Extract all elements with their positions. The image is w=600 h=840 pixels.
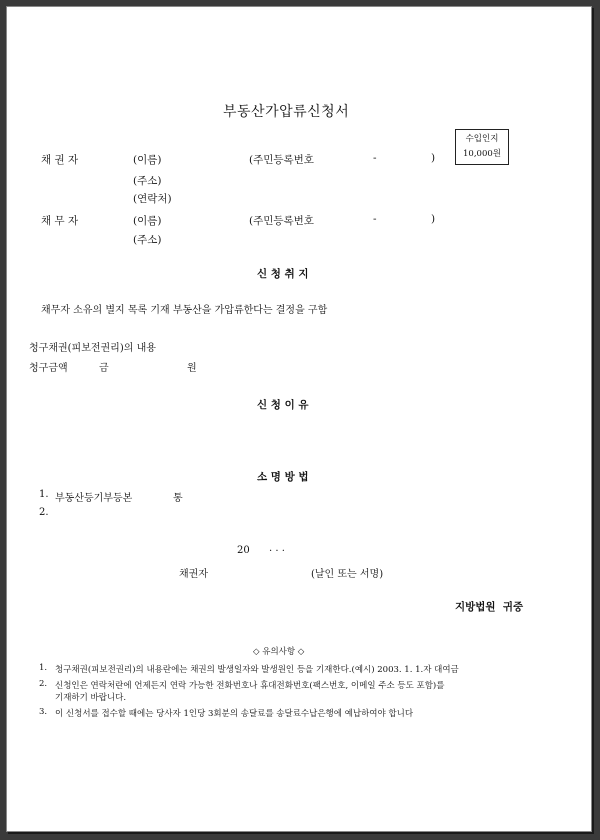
date-separators: . . . [269,543,285,554]
creditor-address-field: (주소) [133,175,162,187]
note-1-text: 청구채권(피보전권리)의 내용란에는 채권의 발생일자와 발생원인 등을 기재한다.(예시) 2003. 1. 1.자 대여금 [55,665,459,675]
note-1-number: 1. [39,663,48,673]
debtor-address-field: (주소) [133,234,162,246]
debtor-regno-field: (주민등록번호 [249,215,314,227]
purpose-text: 채무자 소유의 별지 목록 기재 부동산을 가압류한다는 결정을 구함 [41,305,328,316]
stamp-amount: 10,000원 [463,149,501,159]
claim-amount-prefix: 금 [99,363,109,374]
debtor-regno-close: ) [431,213,436,225]
debtor-regno-dash: - [373,213,377,225]
evidence-item-1-text: 부동산등기부등본 [55,493,133,504]
reason-heading: 신 청 이 유 [257,399,309,411]
notes-heading: ◇ 유의사항 ◇ [253,647,305,657]
evidence-item-1-number: 1. [39,489,49,500]
document-page [6,6,592,832]
creditor-regno-field: (주민등록번호 [249,154,314,166]
claim-content-label: 청구채권(피보전권리)의 내용 [29,343,156,354]
creditor-regno-close: ) [431,152,436,164]
note-3-text: 이 신청서를 접수할 때에는 당사자 1인당 3회분의 송달료를 송달료수납은행에 예납하여야 합니다 [55,709,414,719]
creditor-contact-field: (연락처) [133,193,172,205]
evidence-heading: 소 명 방 법 [257,471,309,483]
court-recipient: 지방법원 귀중 [455,601,524,613]
note-2-text-continued: 기재하기 바랍니다. [55,693,127,703]
stamp-label: 수입인지 [465,134,499,144]
claim-currency: 원 [187,363,197,374]
note-3-number: 3. [39,707,48,717]
note-2-text: 신청인은 연락처란에 언제든지 연락 가능한 전화번호나 휴대전화번호(팩스번호, 이메일 주소 등도 포함)를 [55,681,445,691]
signature-label: 채권자 [179,569,208,580]
creditor-name-field: (이름) [133,154,162,166]
signature-note: (날인 또는 서명) [311,569,384,580]
date-year: 20 [237,545,250,556]
note-2-number: 2. [39,679,48,689]
evidence-item-2-number: 2. [39,507,49,518]
debtor-label: 채 무 자 [41,215,79,227]
creditor-label: 채 권 자 [41,154,79,166]
revenue-stamp-box [455,129,509,165]
creditor-regno-dash: - [373,152,377,164]
purpose-heading: 신 청 취 지 [257,268,309,280]
claim-amount-label: 청구금액 [29,363,68,374]
evidence-item-1-unit: 통 [173,493,183,504]
document-title: 부동산가압류신청서 [223,104,350,120]
debtor-name-field: (이름) [133,215,162,227]
